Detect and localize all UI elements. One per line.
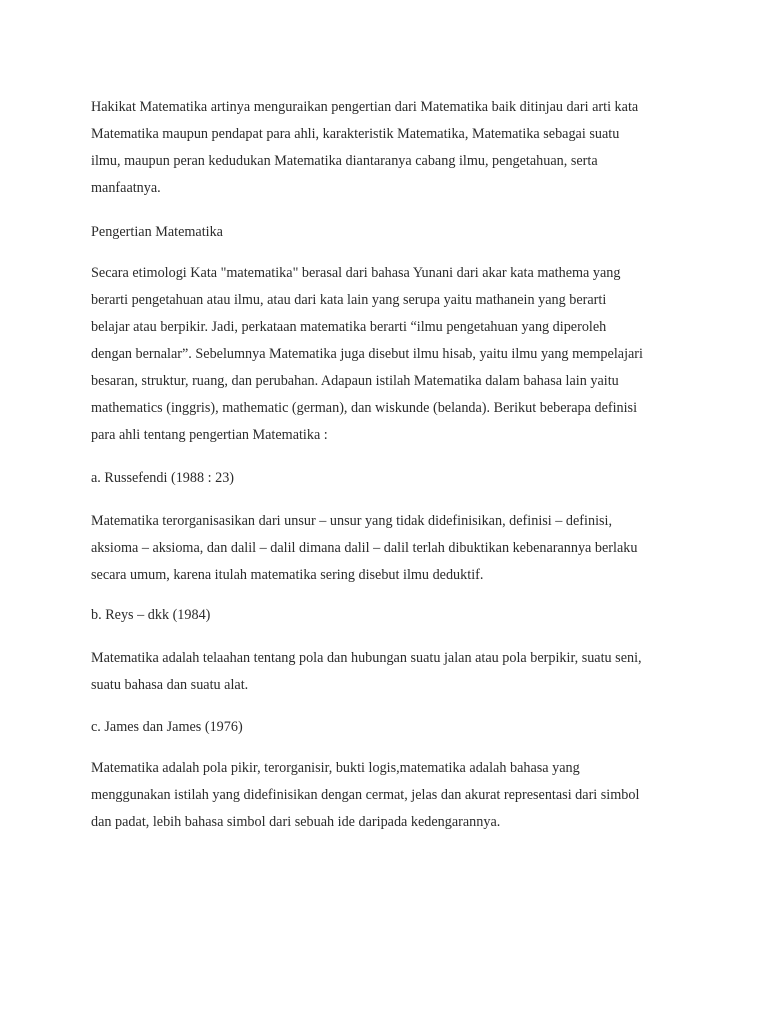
definition-heading-russefendi — [91, 465, 691, 492]
definition-russefendi — [91, 508, 691, 589]
heading-text: a. Russefendi (1988 : 23) — [91, 470, 235, 486]
definition-heading-james — [91, 714, 691, 741]
text-line: berarti pengetahuan atau ilmu, atau dari kata lain yang serupa yaitu mathanein yang berarti — [91, 292, 607, 308]
intro-paragraph — [91, 94, 691, 202]
text-line: ilmu, maupun peran kedudukan Matematika diantaranya cabang ilmu, pengetahuan, serta — [91, 153, 598, 169]
text-line: Matematika maupun pendapat para ahli, karakteristik Matematika, Matematika sebagai suatu — [91, 126, 620, 142]
text-line: mathematics (inggris), mathematic (german), dan wiskunde (belanda). Berikut beberapa definisi — [91, 400, 638, 416]
text-line: para ahli tentang pengertian Matematika : — [91, 427, 328, 443]
text-line: Matematika adalah pola pikir, terorganisir, bukti logis,matematika adalah bahasa yang — [91, 760, 580, 776]
definition-heading-reys — [91, 602, 691, 629]
text-line: Matematika terorganisasikan dari unsur – unsur yang tidak didefinisikan, definisi – definisi, — [91, 513, 613, 529]
text-line: aksioma – aksioma, dan dalil – dalil dimana dalil – dalil terlah dibuktikan kebenarannya berlaku — [91, 540, 638, 556]
text-line: Matematika adalah telaahan tentang pola dan hubungan suatu jalan atau pola berpikir, suatu seni, — [91, 650, 642, 666]
text-line: belajar atau berpikir. Jadi, perkataan matematika berarti “ilmu pengetahuan yang diperoleh — [91, 319, 607, 335]
heading-text: c. James dan James (1976) — [91, 719, 243, 735]
heading-text: Pengertian Matematika — [91, 224, 223, 240]
text-line: Hakikat Matematika artinya menguraikan pengertian dari Matematika baik ditinjau dari arti kata — [91, 99, 639, 115]
definition-reys — [91, 645, 691, 699]
text-line: secara umum, karena itulah matematika sering disebut ilmu deduktif. — [91, 567, 484, 583]
text-line: suatu bahasa dan suatu alat. — [91, 677, 249, 693]
etymology-paragraph — [91, 260, 691, 449]
section-heading-pengertian — [91, 219, 691, 246]
text-line: manfaatnya. — [91, 180, 161, 196]
text-line: menggunakan istilah yang didefinisikan dengan cermat, jelas dan akurat representasi dari simbol — [91, 787, 640, 803]
text-line: dengan bernalar”. Sebelumnya Matematika juga disebut ilmu hisab, yaitu ilmu yang mempelajari — [91, 346, 643, 362]
text-line: besaran, struktur, ruang, dan perubahan. Adapaun istilah Matematika dalam bahasa lain yaitu — [91, 373, 619, 389]
definition-james — [91, 755, 691, 836]
text-line: dan padat, lebih bahasa simbol dari sebuah ide daripada kedengarannya. — [91, 814, 501, 830]
heading-text: b. Reys – dkk (1984) — [91, 607, 211, 623]
text-line: Secara etimologi Kata "matematika" berasal dari bahasa Yunani dari akar kata mathema yang — [91, 265, 621, 281]
